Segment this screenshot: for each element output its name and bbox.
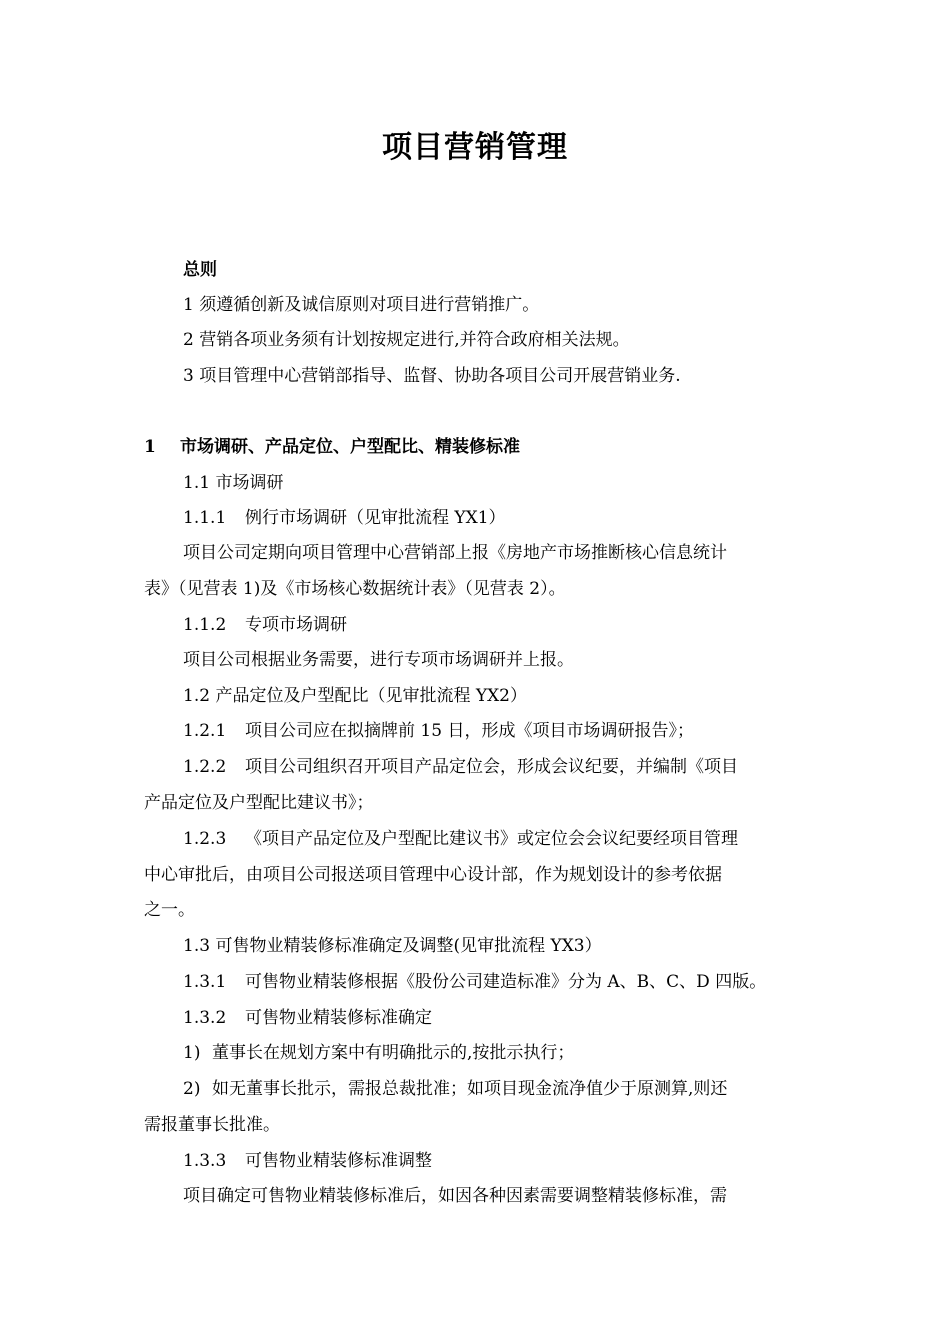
section-1-2-2-text-line-1: 项目公司组织召开项目产品定位会，形成会议纪要，并编制《项目 bbox=[245, 757, 738, 777]
section-1-1-1-body-line-2: 表》（见营表 1)及《市场核心数据统计表》（见营表 2）。 bbox=[144, 579, 566, 599]
section-1-3-title: 1.3 可售物业精装修标准确定及调整(见审批流程 YX3） bbox=[183, 936, 602, 956]
section-1-3-2-item-1-text: 董事长在规划方案中有明确批示的,按批示执行； bbox=[212, 1043, 575, 1063]
section-1-heading bbox=[144, 435, 520, 459]
section-1-3-2-item-1-number: 1) bbox=[183, 1043, 201, 1063]
section-1-3-3-text: 可售物业精装修标准调整 bbox=[245, 1151, 432, 1171]
section-1-2-3-text-line-2: 中心审批后，由项目公司报送项目管理中心设计部，作为规划设计的参考依据 bbox=[144, 865, 722, 885]
general-heading: 总则 bbox=[183, 260, 217, 280]
section-1-3-2-item-2 bbox=[183, 1077, 727, 1101]
section-1-1-title: 1.1 市场调研 bbox=[183, 473, 284, 493]
section-1-3-2-item-1 bbox=[183, 1041, 574, 1065]
section-1-1-1-title: 例行市场调研（见审批流程 YX1） bbox=[245, 508, 506, 528]
general-item-2: 2 营销各项业务须有计划按规定进行,并符合政府相关法规。 bbox=[183, 330, 630, 350]
section-1-2-3-text-line-3: 之一。 bbox=[144, 900, 195, 920]
page-title: 项目营销管理 bbox=[382, 130, 568, 165]
section-1-1-2-body: 项目公司根据业务需要，进行专项市场调研并上报。 bbox=[183, 650, 574, 670]
section-1-2-1 bbox=[183, 719, 694, 743]
section-1-3-2-item-2-number: 2) bbox=[183, 1079, 201, 1099]
section-1-2-1-number: 1.2.1 bbox=[183, 721, 227, 741]
section-1-3-1-number: 1.3.1 bbox=[183, 972, 227, 992]
section-1-3-3-number: 1.3.3 bbox=[183, 1151, 227, 1171]
section-1-2-2 bbox=[183, 755, 738, 779]
section-1-1-1-number: 1.1.1 bbox=[183, 508, 227, 528]
section-1-1-1-heading bbox=[183, 506, 506, 530]
section-1-3-2-number: 1.3.2 bbox=[183, 1008, 227, 1028]
section-1-2-3-number: 1.2.3 bbox=[183, 829, 227, 849]
section-1-3-3-body-line-1: 项目确定可售物业精装修标准后，如因各种因素需要调整精装修标准，需 bbox=[183, 1186, 727, 1206]
section-1-1-1-body-line-1: 项目公司定期向项目管理中心营销部上报《房地产市场推断核心信息统计 bbox=[183, 543, 727, 563]
section-1-2-2-text-line-2: 产品定位及户型配比建议书》； bbox=[144, 793, 374, 813]
section-1-3-1-text: 可售物业精装修根据《股份公司建造标准》分为 A、B、C、D 四版。 bbox=[245, 972, 767, 992]
section-1-3-2 bbox=[183, 1006, 432, 1030]
section-1-3-2-item-2-text-line-2: 需报董事长批准。 bbox=[144, 1115, 280, 1135]
section-1-1-2-number: 1.1.2 bbox=[183, 615, 227, 635]
section-1-3-3 bbox=[183, 1149, 432, 1173]
section-1-3-2-item-2-text-line-1: 如无董事长批示，需报总裁批准；如项目现金流净值少于原测算,则还 bbox=[212, 1079, 728, 1099]
section-1-2-2-number: 1.2.2 bbox=[183, 757, 227, 777]
section-1-2-1-text: 项目公司应在拟摘牌前 15 日，形成《项目市场调研报告》； bbox=[245, 721, 694, 741]
section-1-2-title: 1.2 产品定位及户型配比（见审批流程 YX2） bbox=[183, 686, 527, 706]
section-1-1-2-heading bbox=[183, 613, 347, 637]
section-1-1-2-title: 专项市场调研 bbox=[245, 615, 347, 635]
section-1-2-3 bbox=[183, 827, 738, 851]
section-1-number: 1 bbox=[144, 437, 156, 457]
section-1-3-1 bbox=[183, 970, 766, 994]
general-item-3: 3 项目管理中心营销部指导、监督、协助各项目公司开展营销业务. bbox=[183, 366, 681, 386]
general-item-1: 1 须遵循创新及诚信原则对项目进行营销推广。 bbox=[183, 295, 540, 315]
section-1-2-3-text-line-1: 《项目产品定位及户型配比建议书》或定位会会议纪要经项目管理 bbox=[245, 829, 738, 849]
section-1-title: 市场调研、产品定位、户型配比、精装修标准 bbox=[180, 437, 520, 457]
section-1-3-2-text: 可售物业精装修标准确定 bbox=[245, 1008, 432, 1028]
